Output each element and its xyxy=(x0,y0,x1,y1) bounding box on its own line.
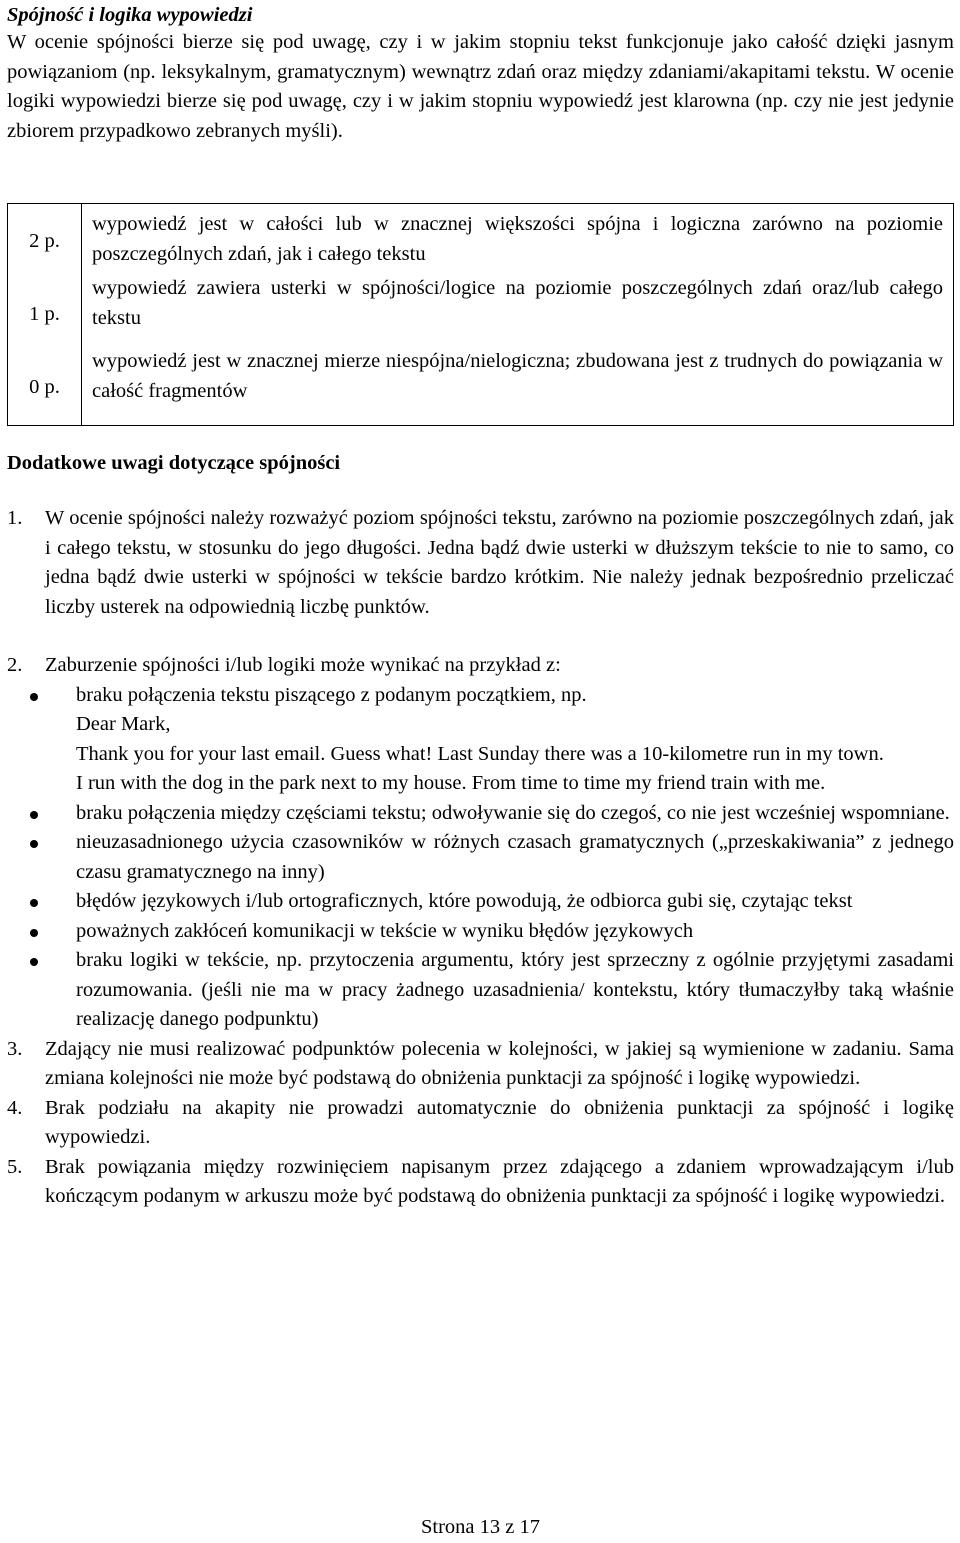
remark-number: 2. xyxy=(7,654,23,676)
bullet-icon xyxy=(30,811,38,819)
example-line: Thank you for your last email. Guess what! Last Sunday there was a 10-kilometre run in my town. xyxy=(76,742,884,765)
remark-text: Brak powiązania między rozwinięciem napisanym przez zdającego a zdaniem wprowadzającym i/lub kończącym podanym w arkuszu może być podstawą do obniżenia punktacji za spójność i logikę wypowiedzi. xyxy=(45,1155,954,1207)
example-text xyxy=(7,710,954,799)
remark-2 xyxy=(7,651,954,681)
remark-2-bullets-cont xyxy=(7,799,954,1035)
scoring-table xyxy=(7,203,954,426)
points-2: 2 p. xyxy=(29,229,60,252)
list-item: braku połączenia między częściami tekstu; odwoływanie się do czegoś, co nie jest wcześniej wspomniane. xyxy=(7,799,954,829)
bullet-icon xyxy=(30,929,38,937)
remark-4 xyxy=(7,1094,954,1153)
remark-number: 5. xyxy=(7,1155,23,1178)
example-line: Dear Mark, xyxy=(76,713,171,735)
list-item: błędów językowych i/lub ortograficznych, które powodują, że odbiorca gubi się, czytając tekst xyxy=(7,887,954,917)
list-item: nieuzasadnionego użycia czasowników w różnych czasach gramatycznych („przeskakiwania” z jednego czasu gramatycznego na inny) xyxy=(7,828,954,887)
description-2: wypowiedź jest w całości lub w znacznej większości spójna i logiczna zarówno na poziomie poszczególnych zdań, jak i całego tekstu xyxy=(92,213,943,265)
remarks-list xyxy=(7,504,954,1212)
intro-paragraph: W ocenie spójności bierze się pod uwagę, czy i w jakim stopniu tekst funkcjonuje jako całość dzięki jasnym powiązaniom (np. leksykalnym, gramatycznym) wewnątrz zdań oraz między zdaniami/akapitami tekstu. W ocenie logiki wypowiedzi bierze się pod uwagę, czy i w jakim stopniu wypowiedź jest klarowna (np. czy nie jest jedynie zbiorem przypadkowo zebranych myśli). xyxy=(7,31,954,142)
bullet-icon xyxy=(30,958,38,966)
remark-2-bullets xyxy=(7,681,954,711)
section-title: Spójność i logika wypowiedzi xyxy=(7,4,253,26)
remark-text: Zaburzenie spójności i/lub logiki może wynikać na przykład z: xyxy=(45,654,561,676)
remark-1 xyxy=(7,504,954,622)
list-item: braku połączenia tekstu piszącego z podanym początkiem, np. xyxy=(7,681,954,711)
bullet-icon xyxy=(30,840,38,848)
example-line: I run with the dog in the park next to my house. From time to time my friend train with me. xyxy=(76,772,826,794)
description-1: wypowiedź zawiera usterki w spójności/logice na poziomie poszczególnych zdań oraz/lub całego tekstu xyxy=(92,277,943,329)
remark-number: 4. xyxy=(7,1096,23,1119)
remark-number: 3. xyxy=(7,1037,23,1060)
points-0: 0 p. xyxy=(29,375,60,398)
document-page xyxy=(7,0,954,1538)
points-column xyxy=(8,204,82,426)
remark-3 xyxy=(7,1035,954,1094)
subheading: Dodatkowe uwagi dotyczące spójności xyxy=(7,452,341,474)
description-0: wypowiedź jest w znacznej mierze niespójna/nielogiczna; zbudowana jest z trudnych do powiązania w całość fragmentów xyxy=(92,350,943,402)
remark-number: 1. xyxy=(7,507,23,529)
remark-text: W ocenie spójności należy rozważyć poziom spójności tekstu, zarówno na poziomie poszczególnych zdań, jak i całego tekstu, w stosunku do jego długości. Jedna bądź dwie usterki w dłuższym tekście to nie to samo, co jedna bądź dwie usterki w spójności w tekście bardzo krótkim. Nie należy jednak bezpośrednio przeliczać liczby usterek na odpowiednią liczbę punktów. xyxy=(45,507,954,618)
list-item: poważnych zakłóceń komunikacji w tekście w wyniku błędów językowych xyxy=(7,917,954,947)
remark-text: Zdający nie musi realizować podpunktów polecenia w kolejności, w jakiej są wymienione w zadaniu. Sama zmiana kolejności nie może być podstawą do obniżenia punktacji za spójność i logikę wypowiedzi. xyxy=(45,1037,954,1089)
remark-text: Brak podziału na akapity nie prowadzi automatycznie do obniżenia punktacji za spójność i logikę wypowiedzi. xyxy=(45,1096,954,1148)
page-number: Strona 13 z 17 xyxy=(421,1516,540,1538)
bullet-icon xyxy=(30,693,38,701)
points-1: 1 p. xyxy=(29,302,60,325)
remark-5 xyxy=(7,1153,954,1212)
list-item: braku logiki w tekście, np. przytoczenia argumentu, który jest sprzeczny z ogólnie przyjętymi zasadami rozumowania. (jeśli nie ma w pracy żadnego uzasadnienia/ kontekstu, który tłumaczyłby taką właśnie realizację danego podpunktu) xyxy=(7,946,954,1035)
bullet-icon xyxy=(30,899,38,907)
description-column xyxy=(82,204,954,426)
